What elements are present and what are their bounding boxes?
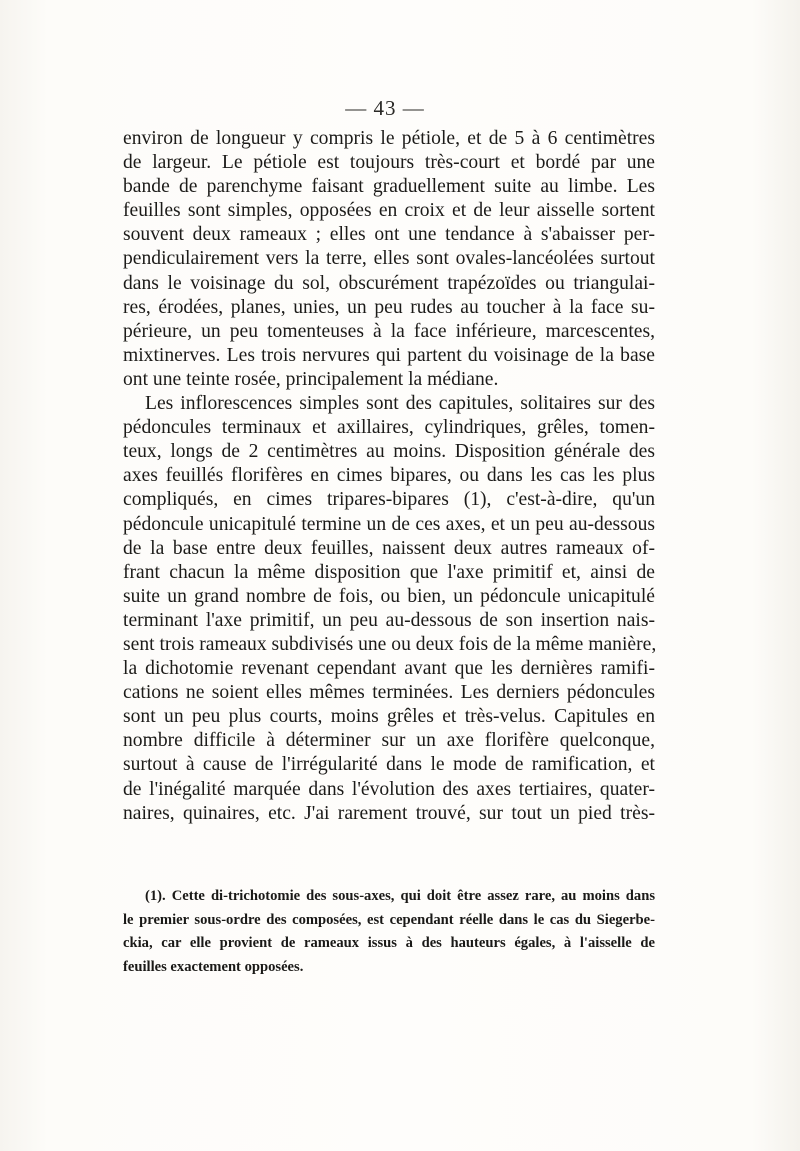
- text-line: sont un peu plus courts, moins grêles et très-velus. Capitules en: [123, 706, 655, 728]
- footnote-line: feuilles exactement opposées.: [123, 958, 304, 975]
- text-line: mixtinerves. Les trois nervures qui partent du voisinage de la base: [123, 344, 655, 366]
- text-line: axes feuillés florifères en cimes bipares, ou dans les cas les plus: [123, 465, 655, 487]
- text-line: suite un grand nombre de fois, ou bien, un pédoncule unicapitulé: [123, 585, 655, 607]
- text-line: naires, quinaires, etc. J'ai rarement trouvé, sur tout un pied très-: [123, 802, 655, 824]
- text-line: de la base entre deux feuilles, naissent deux autres rameaux of-: [123, 537, 655, 559]
- text-line: de l'inégalité marquée dans l'évolution des axes tertiaires, quater-: [123, 778, 655, 800]
- text-line: compliqués, en cimes tripares-bipares (1), c'est-à-dire, qu'un: [123, 489, 655, 511]
- text-line: environ de longueur y compris le pétiole, et de 5 à 6 centimètres: [123, 128, 655, 149]
- footnote: [123, 885, 655, 979]
- text-line: pédoncule unicapitulé termine un de ces axes, et un peu au-dessous: [123, 513, 655, 535]
- body-text: [123, 127, 655, 826]
- text-line: surtout à cause de l'irrégularité dans le mode de ramification, et: [123, 754, 655, 776]
- text-line: de largeur. Le pétiole est toujours très-court et bordé par une: [123, 152, 655, 174]
- text-line: terminant l'axe primitif, un peu au-dessous de son insertion nais-: [123, 609, 655, 631]
- text-line: feuilles sont simples, opposées en croix et de leur aisselle sortent: [123, 200, 655, 222]
- text-line: teux, longs de 2 centimètres au moins. Disposition générale des: [123, 441, 655, 463]
- text-line: frant chacun la même disposition que l'axe primitif et, ainsi de: [123, 561, 655, 583]
- text-line: souvent deux rameaux ; elles ont une tendance à s'abaisser per-: [123, 224, 655, 246]
- footnote-line: ckia, car elle provient de rameaux issus à des hauteurs égales, à l'aisselle de: [123, 935, 655, 951]
- text-line: cations ne soient elles mêmes terminées. Les derniers pédoncules: [123, 682, 655, 704]
- text-line: bande de parenchyme faisant graduellement suite au limbe. Les: [123, 176, 655, 198]
- text-line: la dichotomie revenant cependant avant que les dernières ramifi-: [123, 658, 655, 680]
- page-number: — 43 —: [345, 96, 425, 120]
- text-line: res, érodées, planes, unies, un peu rudes au toucher à la face su-: [123, 296, 655, 318]
- text-line: pendiculairement vers la terre, elles sont ovales-lancéolées surtout: [123, 248, 655, 270]
- text-line: périeure, un peu tomenteuses à la face inférieure, marcescentes,: [123, 320, 655, 342]
- text-line: sent trois rameaux subdivisés une ou deux fois de la même manière,: [123, 633, 657, 655]
- text-line: nombre difficile à déterminer sur un axe florifère quelconque,: [123, 730, 655, 752]
- footnote-line: le premier sous-ordre des composées, est cependant réelle dans le cas du Siegerbe-: [123, 911, 655, 928]
- text-line: pédoncules terminaux et axillaires, cylindriques, grêles, tomen-: [123, 417, 655, 439]
- footnote-line: (1). Cette di-trichotomie des sous-axes, qui doit être assez rare, au moins dans: [145, 888, 655, 904]
- text-line: dans le voisinage du sol, obscurément trapézoïdes ou triangulai-: [123, 272, 655, 294]
- paragraph-last-line: ont une teinte rosée, principalement la médiane.: [123, 368, 499, 390]
- paragraph-first-line: Les inflorescences simples sont des capitules, solitaires sur des: [145, 393, 655, 415]
